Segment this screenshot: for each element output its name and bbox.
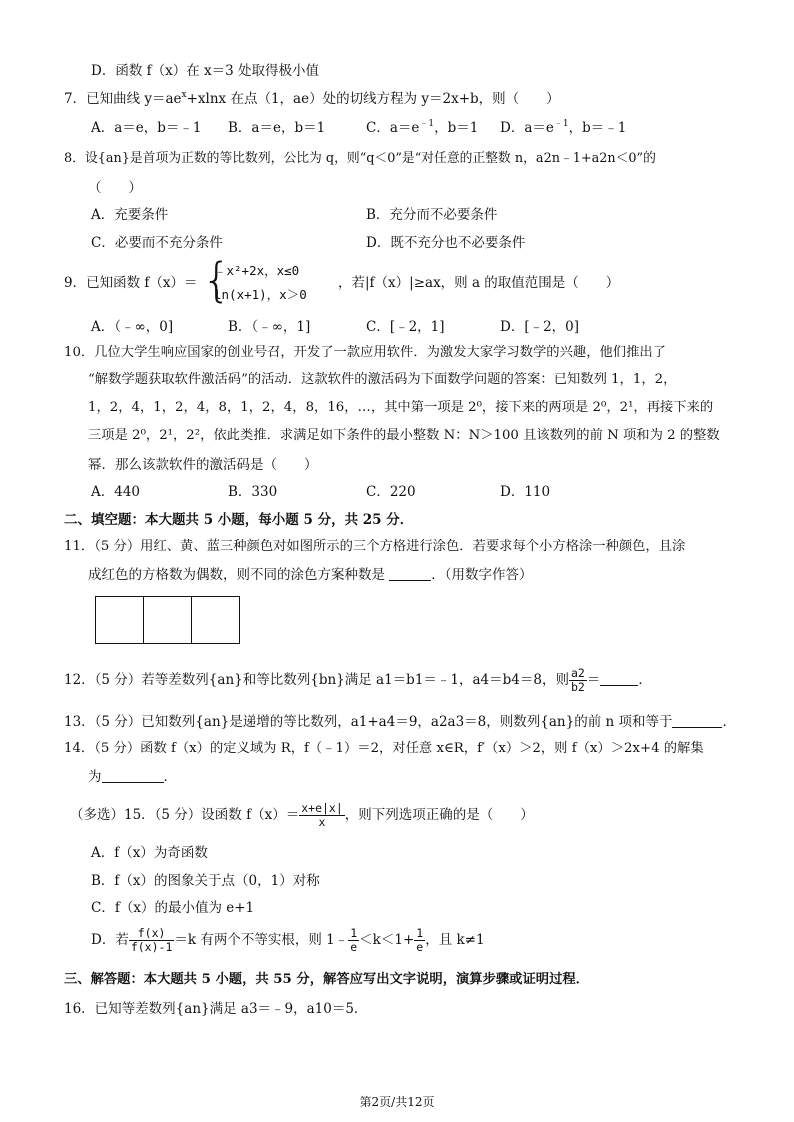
q15-option-d	[91, 924, 485, 956]
q7-option-b: B．a＝e，b＝1	[228, 120, 326, 136]
q7-stem-part-b: +xlnx 在点（1，ae）处的切线方程为 y＝2x+b，则（ ）	[186, 91, 560, 107]
q12-stem-text: 12．（5 分）若等差数列{an}和等比数列{bn}满足 a1＝b1＝﹣1，a4＝b4＝8，则	[64, 672, 569, 688]
q15-option-d-frac-1-den: e	[350, 940, 358, 954]
q10-line-4: 三项是 2⁰，2¹，2²，依此类推．求满足如下条件的最小整数 N：N＞100 且该数列的前 N 项和为 2 的整数	[88, 428, 720, 443]
q12-fraction	[569, 667, 587, 694]
q7-option-d-a: D．a＝e	[500, 120, 554, 136]
q7-option-c-a: C．a＝e	[366, 120, 420, 136]
q10-line-3: 1，2，4，1，2，4，8，1，2，4，8，16，…，其中第一项是 2⁰，接下来的两项是 2⁰，2¹，再接下来的	[88, 400, 714, 415]
q11-line-2-b: ．（用数字作答）	[431, 567, 533, 583]
q13-end: ．	[722, 714, 736, 730]
section-2-heading: 二、填空题：本大题共 5 小题，每小题 5 分，共 25 分．	[64, 512, 414, 528]
q15-stem-b: ，则下列选项正确的是（ ）	[344, 807, 534, 823]
q7-option-c	[366, 118, 478, 138]
q11-line-2-a: 成红色的方格数为偶数，则不同的涂色方案种数是	[88, 567, 385, 583]
q9-piecewise-brace: {	[202, 253, 232, 307]
q15-fraction	[299, 802, 345, 829]
section-3-heading: 三、解答题：本大题共 5 小题，共 55 分，解答应写出文字说明，演算步骤或证明过程．	[64, 972, 589, 987]
square-3	[192, 597, 239, 643]
q10-option-c: C．220	[366, 484, 416, 500]
q15-option-d-d: ，且 k≠1	[425, 932, 485, 948]
q15-stem-a: （多选）15．（5 分）设函数 f（x）＝	[70, 807, 300, 823]
q15-option-d-frac-1-num: 1	[350, 926, 358, 940]
q8-option-a: A．充要条件	[91, 207, 169, 223]
q8-option-c: C．必要而不充分条件	[91, 235, 223, 251]
q9-option-d: D．[﹣2，0]	[500, 319, 580, 335]
q12-stem	[64, 666, 652, 694]
q7-option-c-b: ，b＝1	[434, 120, 479, 136]
q14-line-2-a: 为	[88, 769, 102, 785]
q7-option-a: A．a＝e，b＝﹣1	[91, 120, 202, 136]
q9-case-1: ﹣x²+2x，x≤0	[214, 263, 300, 278]
q12-fraction-numerator: a2	[570, 666, 585, 680]
page-footer: 第2页/共12页	[359, 1095, 435, 1109]
q14-line-1: 14．（5 分）函数 f（x）的定义域为 R，f（﹣1）＝2，对任意 x∈R，f′（x）＞2，则 f（x）＞2x+4 的解集	[64, 741, 704, 756]
q15-option-d-frac-2-num: 1	[416, 926, 424, 940]
q14-line-2	[88, 767, 177, 787]
q15-stem	[70, 800, 534, 830]
q8-option-d: D．既不充分也不必要条件	[366, 235, 526, 251]
q8-paren: （ ）	[88, 180, 142, 196]
q15-option-d-fraction	[129, 927, 175, 954]
q9-case-2: ln(x+1)，x＞0	[214, 287, 307, 302]
q15-option-d-b: ＝k 有两个不等实根，则 1﹣	[174, 932, 349, 948]
q16-stem: 16．已知等差数列{an}满足 a3＝﹣9，a10＝5．	[64, 1001, 368, 1017]
q7-option-d-exp: ﹣1	[553, 119, 569, 129]
q11-line-2	[88, 565, 533, 585]
q9-option-b: B．（﹣∞，1]	[228, 319, 311, 335]
q8-stem: 8．设{an}是首项为正数的等比数列，公比为 q，则“q＜0”是“对任意的正整数 n，a2n﹣1+a2n＜0”的	[64, 151, 656, 166]
q7-option-d	[500, 118, 626, 138]
q10-line-1: 10．几位大学生响应国家的创业号召，开发了一款应用软件．为激发大家学习数学的兴趣，他们推出了	[64, 345, 666, 360]
q15-option-d-a: D．若	[91, 932, 129, 948]
q6-option-d: D．函数 f（x）在 x＝3 处取得极小值	[91, 63, 320, 79]
q15-option-a: A．f（x）为奇函数	[91, 845, 208, 861]
q10-option-d: D．110	[500, 484, 551, 500]
q15-option-c: C．f（x）的最小值为 e+1	[91, 900, 255, 916]
q9-option-c: C．[﹣2，1]	[366, 319, 445, 335]
q11-three-squares-figure	[95, 596, 240, 644]
square-2	[144, 597, 192, 643]
q11-answer-blank	[389, 566, 431, 581]
q12-end: ．	[638, 672, 652, 688]
q9-stem-b: ，若|f（x）|≥ax，则 a 的取值范围是（ ）	[338, 275, 620, 291]
q10-option-a: A．440	[91, 484, 141, 500]
q7-stem-part-a: 7．已知曲线 y＝ae	[64, 91, 182, 107]
q12-equals: ＝	[586, 672, 601, 688]
q9-stem-a: 9．已知函数 f（x）＝	[64, 275, 198, 291]
q13-answer-blank	[672, 713, 722, 728]
q15-option-d-frac-2-den: e	[416, 940, 424, 954]
q7-stem-exponent: x	[181, 90, 187, 100]
q10-line-5: 幂．那么该款软件的激活码是（ ）	[88, 457, 318, 473]
q12-answer-blank	[600, 671, 638, 686]
q12-fraction-denominator: b2	[570, 680, 585, 694]
q10-line-2: “解数学题获取软件激活码”的活动．这款软件的激活码为下面数学问题的答案：已知数列 1，1，2，	[88, 372, 677, 387]
q7-option-d-b: ，b＝﹣1	[568, 120, 627, 136]
q13-stem-text: 13．（5 分）已知数列{an}是递增的等比数列，a1+a4＝9，a2a3＝8，则数列{an}的前 n 项和等于	[64, 714, 673, 730]
square-1	[96, 597, 144, 643]
q14-line-2-b: ．	[163, 769, 177, 785]
q15-option-d-denominator: f(x)-1	[130, 940, 173, 954]
q15-option-b: B．f（x）的图象关于点（0，1）对称	[91, 873, 320, 889]
q15-option-d-numerator: f(x)	[129, 927, 175, 941]
q15-option-d-c: ＜k＜1+	[359, 932, 415, 948]
q15-option-d-frac-1	[348, 927, 359, 954]
q7-option-c-exp: ﹣1	[419, 119, 435, 129]
q15-fraction-numerator: x+e|x|	[301, 801, 343, 815]
q10-option-b: B．330	[228, 484, 278, 500]
q14-answer-blank	[102, 768, 164, 783]
q15-fraction-denominator: x	[318, 815, 326, 829]
q8-option-b: B．充分而不必要条件	[366, 207, 498, 223]
q7-stem	[64, 89, 560, 109]
q15-option-d-frac-2	[414, 927, 425, 954]
q13-stem	[64, 712, 736, 732]
q11-line-1: 11．（5 分）用红、黄、蓝三种颜色对如图所示的三个方格进行涂色．若要求每个小方格涂一种颜色，且涂	[64, 539, 686, 554]
q9-option-a: A．（﹣∞，0]	[91, 319, 174, 335]
